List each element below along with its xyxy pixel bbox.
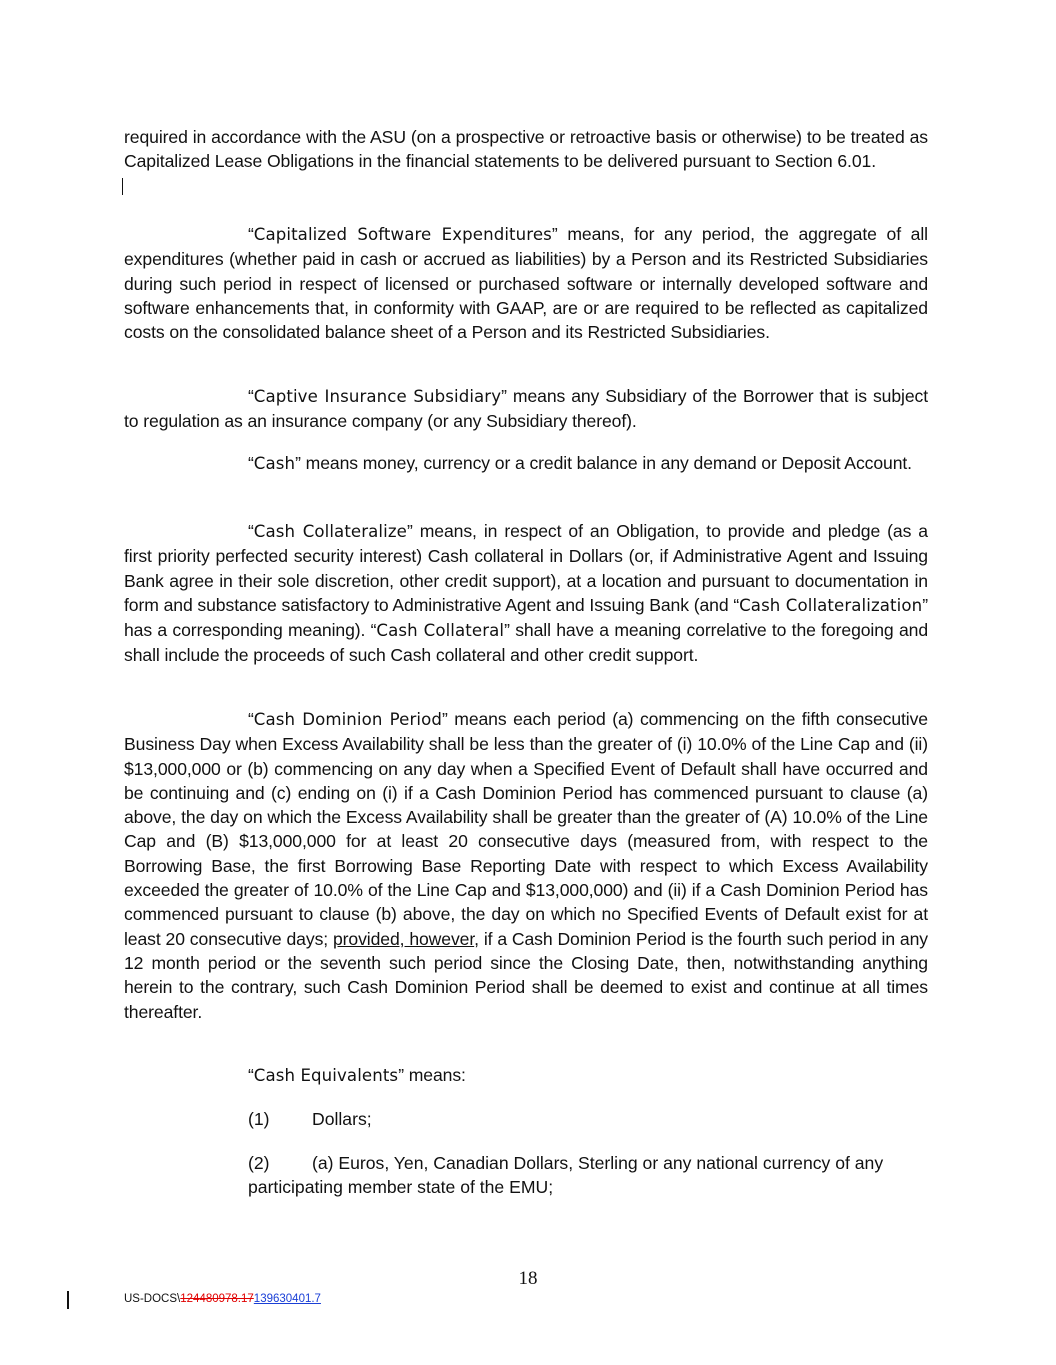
definition-text: ” means: bbox=[398, 1065, 466, 1085]
page-number: 18 bbox=[518, 1268, 538, 1289]
open-quote: “ bbox=[248, 521, 254, 541]
definition-captive-insurance-subsidiary bbox=[124, 384, 928, 434]
open-quote: “ bbox=[248, 224, 254, 244]
definition-cash-dominion-period bbox=[124, 707, 928, 1024]
definition-text: ” shall have a meaning correlative to the foregoing and shall include the proceeds of such Cash collateral and other credit support. bbox=[124, 620, 929, 666]
list-number: (1) bbox=[248, 1109, 270, 1129]
open-quote: “ bbox=[248, 453, 254, 473]
paragraph-asu-continuation bbox=[124, 125, 928, 174]
definition-text: ” means, for any period, the aggregate of all expenditures (whether paid in cash or accrued as liabilities) by a Person and its Restricted Subsidiaries during such period in respect of licensed or purchased software or internally developed software and software enhancements that, in conformity with GAAP, are or are required to be reflected as capitalized costs on the consolidated balance sheet of a Person and its Restricted Subsidiaries. bbox=[124, 224, 928, 343]
definition-text: ” means any Subsidiary of the Borrower that is subject to regulation as an insurance company (or any Subsidiary thereof). bbox=[124, 386, 928, 432]
defined-term: Cash Equivalents bbox=[253, 1066, 399, 1085]
change-bar bbox=[67, 1291, 69, 1309]
change-bar bbox=[122, 178, 123, 195]
list-text: (a) Euros, Yen, Canadian Dollars, Sterling or any national currency of any participating member state of the EMU; bbox=[248, 1153, 884, 1198]
open-quote: “ bbox=[248, 709, 254, 729]
defined-term: Cash bbox=[253, 454, 296, 473]
list-text: Dollars; bbox=[312, 1109, 372, 1129]
defined-term: Captive Insurance Subsidiary bbox=[253, 387, 502, 406]
list-item bbox=[187, 1151, 932, 1200]
definition-text: , if a Cash Dominion Period is the fourth such period in any 12 month period or the seventh such period since the Closing Date, then, notwithstanding anything herein to the contrary, such Cash Dominion Period shall be deemed to exist and continue at all times thereafter. bbox=[124, 928, 928, 1022]
inserted-doc-number: 139630401.7 bbox=[253, 1293, 321, 1305]
defined-term: Capitalized Software Expenditures bbox=[253, 225, 552, 244]
definition-capitalized-software-expenditures bbox=[124, 222, 928, 344]
definition-cash bbox=[124, 451, 928, 476]
defined-term: Cash Collateralize bbox=[253, 522, 407, 541]
deleted-doc-number: 124480978.17 bbox=[180, 1293, 254, 1305]
document-id-footer bbox=[124, 1293, 321, 1305]
definition-text: ” means, in respect of an Obligation, to provide and pledge (as a first priority perfected security interest) Cash collateral in Dollars (or, if Administrative Agent and Issuing Bank agree in their sole discretion, other credit support), at a location and pursuant to documentation in form and substance satisfactory to Administrative Agent and Issuing Bank (and “ bbox=[124, 521, 928, 615]
definition-text: ” means money, currency or a credit balance in any demand or Deposit Account. bbox=[295, 453, 912, 473]
list-number: (2) bbox=[248, 1153, 270, 1173]
defined-term-cash-collateralization: Cash Collateralization bbox=[739, 595, 923, 615]
defined-term: Cash Dominion Period bbox=[253, 710, 442, 729]
definition-text: ” has a corresponding meaning). “ bbox=[124, 594, 928, 641]
paragraph-text: required in accordance with the ASU (on a prospective or retroactive basis or otherwise) to be treated as Capitalized Lease Obligations in the financial statements to be delivered pursuant to Section 6.01. bbox=[124, 127, 928, 172]
open-quote: “ bbox=[248, 1065, 254, 1085]
open-quote: “ bbox=[248, 386, 254, 406]
defined-term-cash-collateral: Cash Collateral bbox=[376, 621, 505, 641]
definition-text: ” means each period (a) commencing on the fifth consecutive Business Day when Excess Availability shall be less than the greater of (i) 10.0% of the Line Cap and (ii) $13,000,000 or (b) commencing on any day when a Specified Event of Default shall have occurred and be continuing and (c) ending on (i) if a Cash Dominion Period has commenced pursuant to clause (a) above, the day on which the Excess Availability shall be greater than the greater of (A) 10.0% of the Line Cap and (B) $13,000,000 for at least 20 consecutive days (measured from, with respect to the Borrowing Base, the first Borrowing Base Reporting Date with respect to which Excess Availability exceeded the greater of 10.0% of the Line Cap and $13,000,000) and (ii) if a Cash Dominion Period has commenced pursuant to clause (b) above, the day on which no Specified Events of Default exist for at least 20 consecutive days; bbox=[124, 709, 928, 949]
provided-however: provided, however bbox=[332, 928, 475, 949]
list-item bbox=[248, 1107, 372, 1131]
footer-prefix: US-DOCS\ bbox=[124, 1293, 181, 1305]
definition-cash-equivalents bbox=[124, 1063, 928, 1088]
definition-cash-collateralize bbox=[124, 519, 928, 668]
